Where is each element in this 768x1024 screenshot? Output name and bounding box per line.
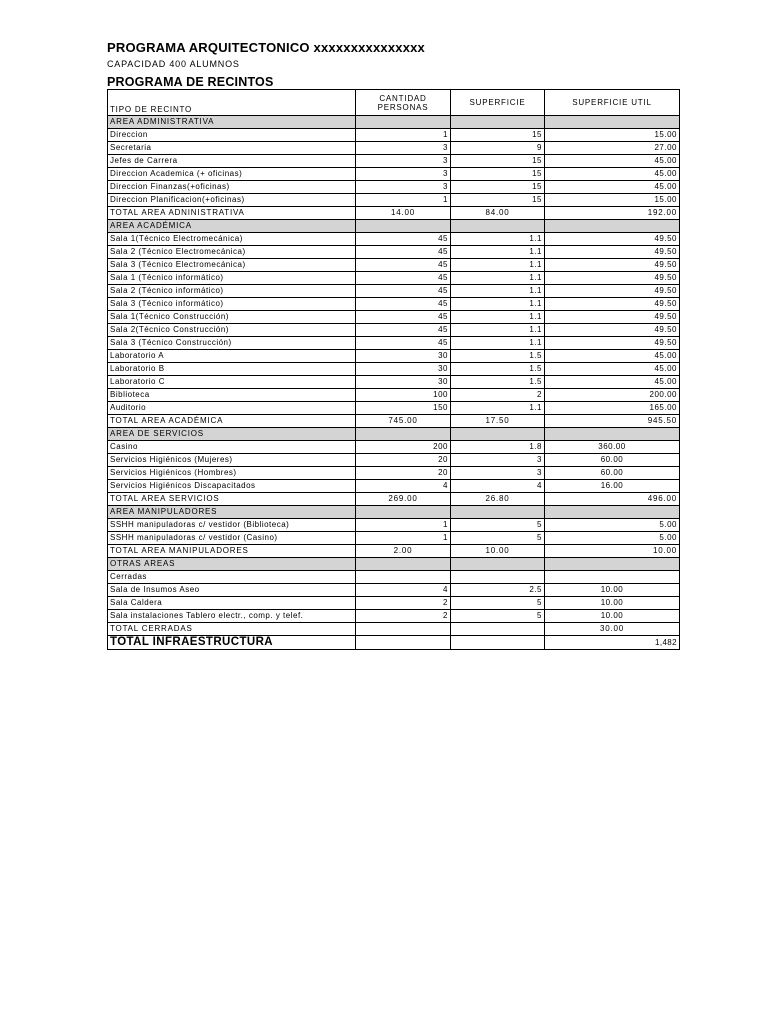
empty-cell [451, 571, 545, 584]
superficie-cell: 15 [451, 168, 545, 181]
superficie-cell [451, 636, 545, 650]
superficie-util-cell: 60.00 [545, 454, 680, 467]
empty-cell [356, 116, 451, 129]
superficie-util-cell: 49.50 [545, 285, 680, 298]
recinto-name: Sala 2(Técnico Construcción) [108, 324, 356, 337]
superficie-cell: 15 [451, 129, 545, 142]
cantidad-cell: 269.00 [356, 493, 451, 506]
table-row [108, 155, 680, 168]
subgroup-label: Cerradas [108, 571, 356, 584]
table-row [108, 259, 680, 272]
column-header-tipo: TIPO DE RECINTO [108, 90, 356, 116]
cantidad-cell [356, 636, 451, 650]
cantidad-cell: 20 [356, 467, 451, 480]
superficie-cell: 15 [451, 155, 545, 168]
table-row [108, 402, 680, 415]
superficie-cell: 3 [451, 454, 545, 467]
recinto-name: TOTAL AREA ACADÉMICA [108, 415, 356, 428]
recinto-name: Sala 1(Técnico Construcción) [108, 311, 356, 324]
cantidad-cell: 4 [356, 584, 451, 597]
superficie-cell: 84.00 [451, 207, 545, 220]
table-row [108, 285, 680, 298]
table-row [108, 519, 680, 532]
recinto-name: Biblioteca [108, 389, 356, 402]
superficie-cell: 1.5 [451, 350, 545, 363]
empty-cell [356, 558, 451, 571]
superficie-cell: 1.8 [451, 441, 545, 454]
superficie-cell: 15 [451, 181, 545, 194]
superficie-util-cell: 45.00 [545, 181, 680, 194]
recinto-name: Auditorio [108, 402, 356, 415]
table-row [108, 597, 680, 610]
section-row [108, 116, 680, 129]
recinto-name: SSHH manipuladoras c/ vestidor (Casino) [108, 532, 356, 545]
cantidad-cell [356, 623, 451, 636]
recinto-name: Secretaria [108, 142, 356, 155]
cantidad-cell: 45 [356, 311, 451, 324]
total-row [108, 493, 680, 506]
cantidad-cell: 14.00 [356, 207, 451, 220]
cantidad-cell: 200 [356, 441, 451, 454]
superficie-cell: 1.1 [451, 259, 545, 272]
superficie-cell: 1.1 [451, 285, 545, 298]
table-row [108, 610, 680, 623]
table-row [108, 350, 680, 363]
empty-cell [356, 571, 451, 584]
recinto-name: Servicios Higiénicos (Hombres) [108, 467, 356, 480]
document-title: PROGRAMA ARQUITECTONICO xxxxxxxxxxxxxxx [107, 40, 425, 55]
superficie-cell: 1.1 [451, 233, 545, 246]
recinto-name: Sala instalaciones Tablero electr., comp. y telef. [108, 610, 356, 623]
empty-cell [451, 116, 545, 129]
superficie-cell: 10.00 [451, 545, 545, 558]
section-label: AREA ACADÉMICA [108, 220, 356, 233]
total-row [108, 623, 680, 636]
table-row [108, 532, 680, 545]
superficie-cell: 1.5 [451, 376, 545, 389]
empty-cell [356, 428, 451, 441]
superficie-util-cell: 16.00 [545, 480, 680, 493]
superficie-util-cell: 49.50 [545, 259, 680, 272]
section-row [108, 220, 680, 233]
document-page [107, 40, 679, 650]
cantidad-cell: 30 [356, 363, 451, 376]
cantidad-cell: 3 [356, 181, 451, 194]
cantidad-cell: 45 [356, 246, 451, 259]
table-row [108, 142, 680, 155]
section-row [108, 506, 680, 519]
table-row [108, 337, 680, 350]
superficie-cell: 1.1 [451, 298, 545, 311]
document-subtitle: CAPACIDAD 400 ALUMNOS [107, 59, 240, 69]
superficie-util-cell: 10.00 [545, 597, 680, 610]
superficie-util-cell: 27.00 [545, 142, 680, 155]
table-row [108, 454, 680, 467]
empty-cell [545, 506, 680, 519]
section-label: AREA DE SERVICIOS [108, 428, 356, 441]
superficie-util-cell: 45.00 [545, 350, 680, 363]
empty-cell [545, 116, 680, 129]
recinto-name: SSHH manipuladoras c/ vestidor (Biblioteca) [108, 519, 356, 532]
cantidad-cell: 1 [356, 519, 451, 532]
superficie-util-cell: 45.00 [545, 363, 680, 376]
superficie-cell: 2.5 [451, 584, 545, 597]
total-row [108, 545, 680, 558]
cantidad-cell: 745.00 [356, 415, 451, 428]
recinto-name: TOTAL AREA SERVICIOS [108, 493, 356, 506]
empty-cell [356, 506, 451, 519]
cantidad-cell: 45 [356, 259, 451, 272]
table-row [108, 376, 680, 389]
superficie-util-cell: 5.00 [545, 519, 680, 532]
cantidad-cell: 45 [356, 298, 451, 311]
recinto-name: Laboratorio B [108, 363, 356, 376]
recinto-name: Sala de Insumos Aseo [108, 584, 356, 597]
recinto-name: TOTAL INFRAESTRUCTURA [108, 636, 356, 650]
recinto-name: Sala 3 (Técnico Electromecánica) [108, 259, 356, 272]
table-row [108, 480, 680, 493]
recinto-name: Laboratorio C [108, 376, 356, 389]
superficie-cell: 2 [451, 389, 545, 402]
table-row [108, 298, 680, 311]
empty-cell [356, 220, 451, 233]
superficie-util-cell: 45.00 [545, 155, 680, 168]
cantidad-cell: 45 [356, 337, 451, 350]
cantidad-cell: 20 [356, 454, 451, 467]
recinto-name: Casino [108, 441, 356, 454]
cantidad-cell: 45 [356, 324, 451, 337]
table-row [108, 246, 680, 259]
recinto-name: Servicios Higiénicos Discapacitados [108, 480, 356, 493]
empty-cell [545, 428, 680, 441]
superficie-cell: 1.1 [451, 324, 545, 337]
recinto-name: Sala 1 (Técnico informático) [108, 272, 356, 285]
table-row [108, 272, 680, 285]
table-row [108, 311, 680, 324]
recinto-name: Direccion Planificacion(+oficinas) [108, 194, 356, 207]
superficie-cell: 4 [451, 480, 545, 493]
table-row [108, 168, 680, 181]
superficie-cell: 26.80 [451, 493, 545, 506]
superficie-cell: 5 [451, 532, 545, 545]
empty-cell [451, 428, 545, 441]
empty-cell [451, 558, 545, 571]
recinto-name: Sala Caldera [108, 597, 356, 610]
superficie-util-cell: 945.50 [545, 415, 680, 428]
cantidad-cell: 3 [356, 168, 451, 181]
table-row [108, 194, 680, 207]
table-row [108, 181, 680, 194]
superficie-cell: 17.50 [451, 415, 545, 428]
column-header-cantidad: CANTIDAD PERSONAS [356, 90, 451, 116]
superficie-util-cell: 30.00 [545, 623, 680, 636]
superficie-util-cell: 45.00 [545, 376, 680, 389]
superficie-util-cell: 15.00 [545, 194, 680, 207]
superficie-util-cell: 49.50 [545, 311, 680, 324]
total-row [108, 415, 680, 428]
superficie-cell: 1.1 [451, 402, 545, 415]
superficie-util-cell: 49.50 [545, 324, 680, 337]
table-header-row [108, 90, 680, 116]
superficie-util-cell: 10.00 [545, 610, 680, 623]
column-header-util: SUPERFICIE UTIL [545, 90, 680, 116]
superficie-cell: 15 [451, 194, 545, 207]
superficie-util-cell: 15.00 [545, 129, 680, 142]
table-row [108, 584, 680, 597]
superficie-cell: 1.1 [451, 311, 545, 324]
superficie-util-cell: 165.00 [545, 402, 680, 415]
recinto-name: TOTAL CERRADAS [108, 623, 356, 636]
cantidad-cell: 3 [356, 155, 451, 168]
cantidad-cell: 4 [356, 480, 451, 493]
superficie-util-cell: 49.50 [545, 233, 680, 246]
superficie-util-cell: 200.00 [545, 389, 680, 402]
superficie-util-cell: 192.00 [545, 207, 680, 220]
empty-cell [545, 558, 680, 571]
subgroup-row [108, 571, 680, 584]
cantidad-cell: 3 [356, 142, 451, 155]
superficie-util-cell: 1,482 [545, 636, 680, 650]
superficie-util-cell: 49.50 [545, 246, 680, 259]
cantidad-cell: 1 [356, 129, 451, 142]
recinto-name: TOTAL AREA ADNINISTRATIVA [108, 207, 356, 220]
table-row [108, 467, 680, 480]
superficie-util-cell: 60.00 [545, 467, 680, 480]
superficie-cell: 5 [451, 519, 545, 532]
cantidad-cell: 2 [356, 610, 451, 623]
superficie-util-cell: 5.00 [545, 532, 680, 545]
empty-cell [451, 220, 545, 233]
section-label: OTRAS AREAS [108, 558, 356, 571]
recinto-name: Laboratorio A [108, 350, 356, 363]
superficie-util-cell: 10.00 [545, 584, 680, 597]
cantidad-cell: 150 [356, 402, 451, 415]
table-body [108, 116, 680, 650]
column-header-superficie: SUPERFICIE [451, 90, 545, 116]
section-label: AREA MANIPULADORES [108, 506, 356, 519]
superficie-cell: 1.1 [451, 337, 545, 350]
superficie-cell: 9 [451, 142, 545, 155]
empty-cell [545, 571, 680, 584]
cantidad-cell: 1 [356, 194, 451, 207]
recinto-name: Sala 2 (Técnico informático) [108, 285, 356, 298]
table-row [108, 441, 680, 454]
total-row [108, 207, 680, 220]
section-label: AREA ADMINISTRATIVA [108, 116, 356, 129]
superficie-util-cell: 49.50 [545, 337, 680, 350]
table-row [108, 233, 680, 246]
recinto-name: Direccion [108, 129, 356, 142]
cantidad-cell: 30 [356, 350, 451, 363]
table-row [108, 324, 680, 337]
superficie-util-cell: 496.00 [545, 493, 680, 506]
cantidad-cell: 45 [356, 285, 451, 298]
table-row [108, 363, 680, 376]
superficie-cell: 1.5 [451, 363, 545, 376]
recinto-name: TOTAL AREA MANIPULADORES [108, 545, 356, 558]
cantidad-cell: 100 [356, 389, 451, 402]
superficie-util-cell: 49.50 [545, 272, 680, 285]
superficie-cell: 3 [451, 467, 545, 480]
superficie-util-cell: 10.00 [545, 545, 680, 558]
cantidad-cell: 2.00 [356, 545, 451, 558]
superficie-cell: 5 [451, 597, 545, 610]
cantidad-cell: 2 [356, 597, 451, 610]
section-row [108, 428, 680, 441]
superficie-cell: 5 [451, 610, 545, 623]
empty-cell [451, 506, 545, 519]
section-title: PROGRAMA DE RECINTOS [107, 75, 274, 89]
empty-cell [545, 220, 680, 233]
recinto-name: Direccion Finanzas(+oficinas) [108, 181, 356, 194]
recinto-name: Sala 3 (Técnico Construcción) [108, 337, 356, 350]
recinto-name: Sala 1(Técnico Electromecánica) [108, 233, 356, 246]
section-row [108, 558, 680, 571]
grand-total-row [108, 636, 680, 650]
superficie-util-cell: 49.50 [545, 298, 680, 311]
recinto-name: Servicios Higiénicos (Mujeres) [108, 454, 356, 467]
superficie-util-cell: 360.00 [545, 441, 680, 454]
superficie-cell: 1.1 [451, 272, 545, 285]
cantidad-cell: 1 [356, 532, 451, 545]
superficie-util-cell: 45.00 [545, 168, 680, 181]
recinto-name: Sala 2 (Técnico Electromecánica) [108, 246, 356, 259]
cantidad-cell: 45 [356, 272, 451, 285]
superficie-cell: 1.1 [451, 246, 545, 259]
superficie-cell [451, 623, 545, 636]
cantidad-cell: 30 [356, 376, 451, 389]
table-row [108, 129, 680, 142]
table-row [108, 389, 680, 402]
recinto-name: Direccion Academica (+ oficinas) [108, 168, 356, 181]
recinto-name: Jefes de Carrera [108, 155, 356, 168]
cantidad-cell: 45 [356, 233, 451, 246]
program-table [107, 89, 680, 650]
recinto-name: Sala 3 (Técnico informático) [108, 298, 356, 311]
